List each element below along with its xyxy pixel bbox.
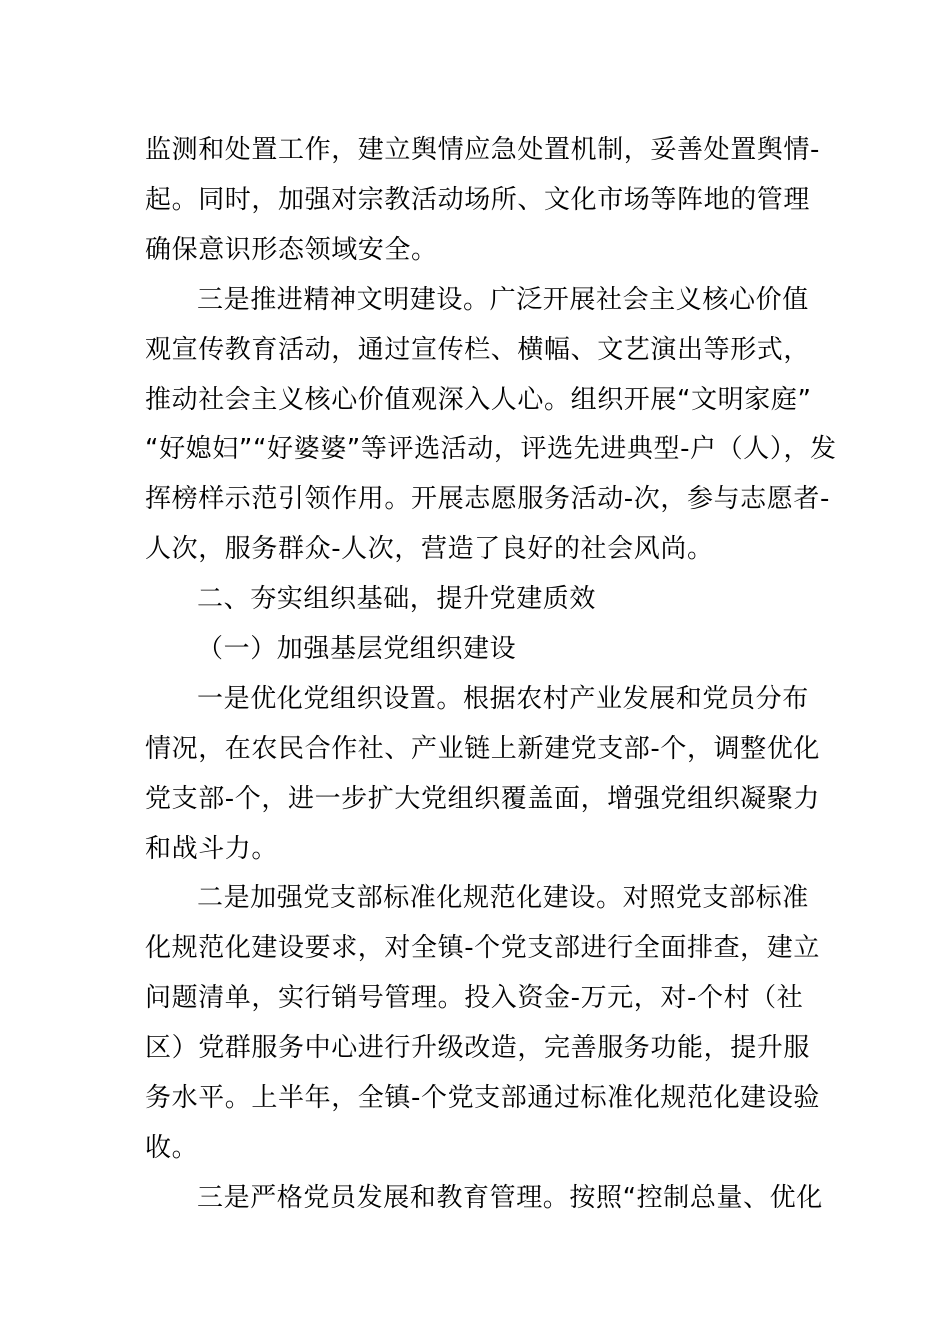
paragraph-start-line: 三是推进精神文明建设。广泛开展社会主义核心价值: [197, 285, 809, 315]
text-line: 监测和处置工作，建立舆情应急处置机制，妥善处置舆情-: [145, 135, 820, 165]
text-line: 区）党群服务中心进行升级改造，完善服务功能，提升服: [145, 1033, 811, 1063]
paragraph-start-line: 二是加强党支部标准化规范化建设。对照党支部标准: [197, 883, 809, 913]
text-line: “好媳妇”“好婆婆”等评选活动，评选先进典型-户（人），发: [145, 434, 837, 464]
subsection-heading: （一）加强基层党组织建设: [197, 634, 517, 664]
text-line: 情况，在农民合作社、产业链上新建党支部-个，调整优化: [145, 734, 820, 764]
paragraph-start-line: 三是严格党员发展和教育管理。按照“控制总量、优化: [197, 1183, 823, 1213]
text-line: 观宣传教育活动，通过宣传栏、横幅、文艺演出等形式，: [145, 335, 811, 365]
text-line: 起。同时，加强对宗教活动场所、文化市场等阵地的管理: [145, 185, 811, 215]
section-heading: 二、夯实组织基础，提升党建质效: [197, 584, 597, 614]
text-line: 和战斗力。: [145, 834, 279, 864]
text-line: 挥榜样示范引领作用。开展志愿服务活动-次，参与志愿者-: [145, 484, 830, 514]
text-line: 确保意识形态领域安全。: [145, 235, 438, 265]
text-line: 务水平。上半年，全镇-个党支部通过标准化规范化建设验: [145, 1083, 820, 1113]
text-line: 问题清单，实行销号管理。投入资金-万元，对-个村（社: [145, 983, 804, 1013]
text-line: 人次，服务群众-人次，营造了良好的社会风尚。: [145, 534, 714, 564]
text-line: 收。: [145, 1133, 199, 1163]
text-line: 推动社会主义核心价值观深入人心。组织开展“文明家庭”: [145, 385, 812, 415]
text-line: 化规范化建设要求，对全镇-个党支部进行全面排查，建立: [145, 933, 820, 963]
text-line: 党支部-个，进一步扩大党组织覆盖面，增强党组织凝聚力: [145, 784, 820, 814]
paragraph-start-line: 一是优化党组织设置。根据农村产业发展和党员分布: [197, 684, 809, 714]
